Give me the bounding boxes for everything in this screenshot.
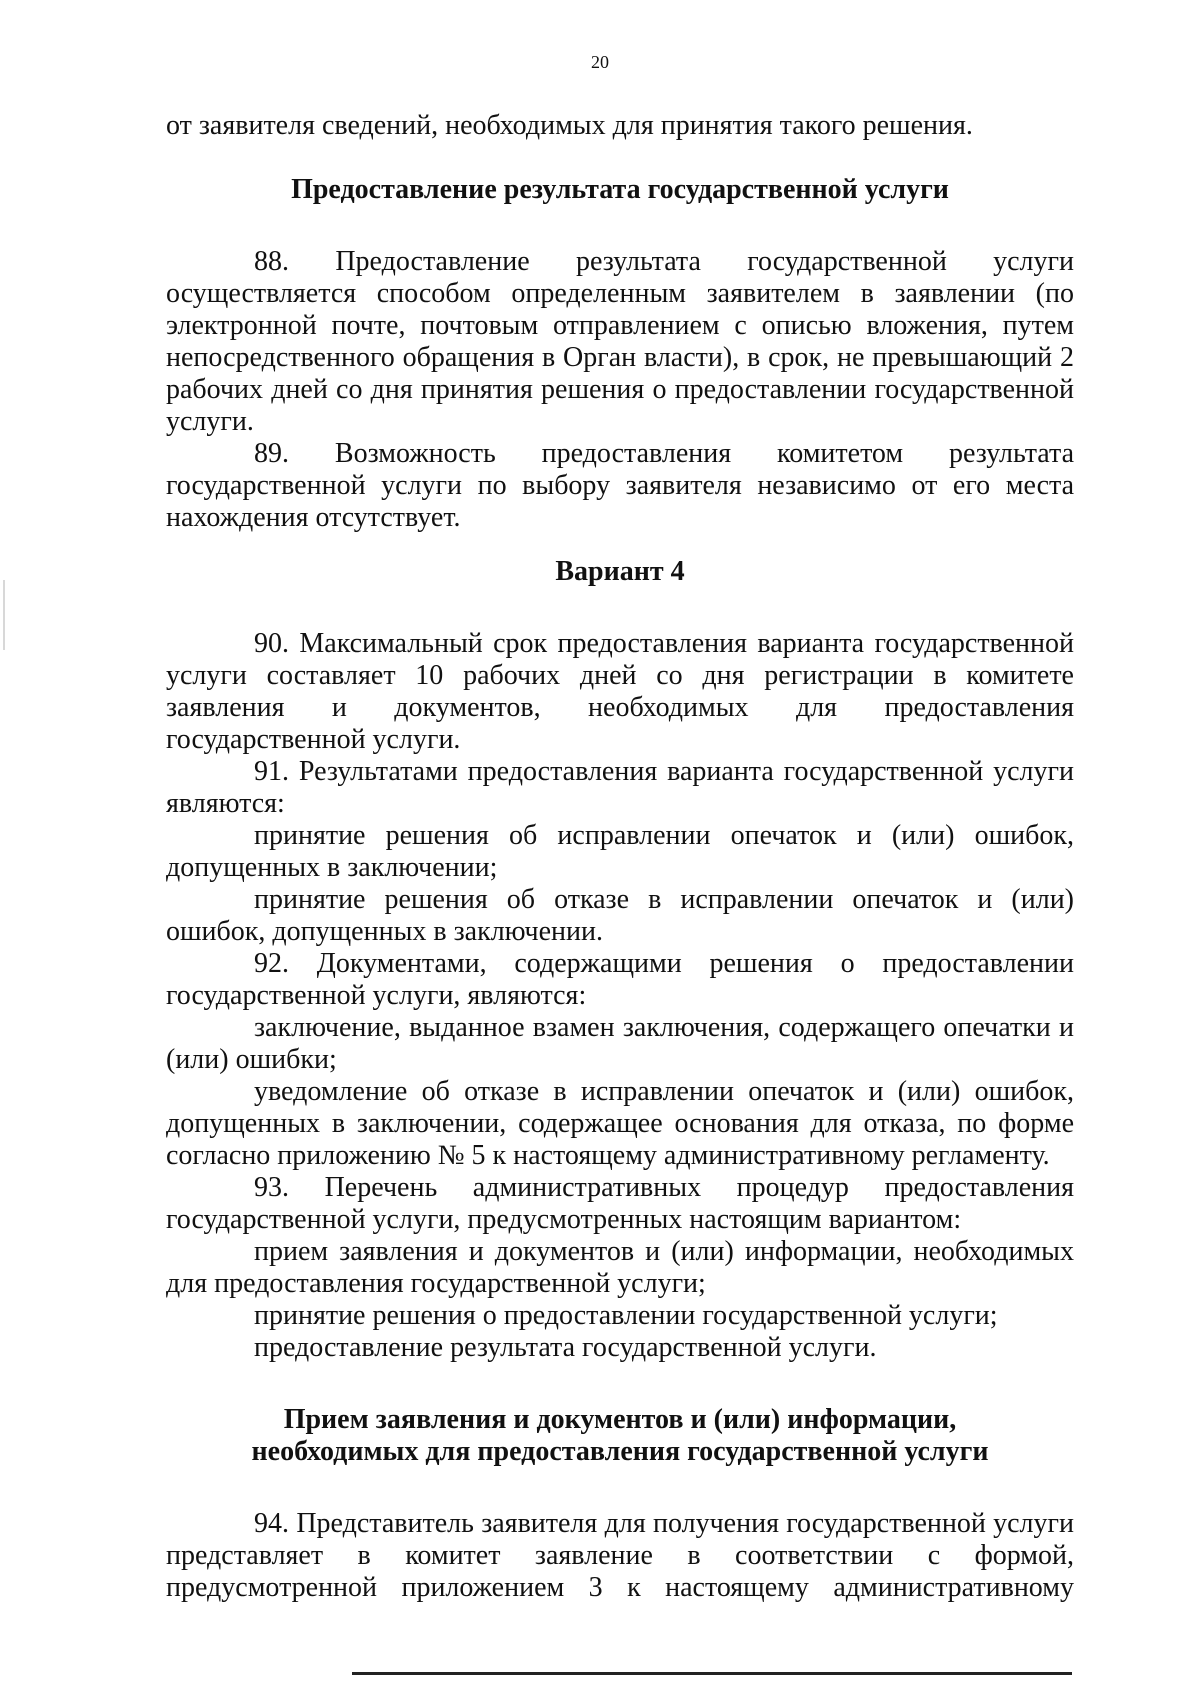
scan-edge-mark	[3, 580, 5, 650]
heading-variant-4: Вариант 4	[555, 556, 685, 587]
page-number: 20	[591, 52, 609, 72]
paragraph-91-item-2: принятие решения об отказе в исправлении опечаток и (или) ошибок, допущенных в заключении.	[166, 884, 1074, 947]
paragraph-89: 89. Возможность предоставления комитетом результата государственной услуги по выбору заявителя независимо от его места нахождения отсутствует.	[166, 438, 1074, 533]
paragraph-92-item-2: уведомление об отказе в исправлении опечаток и (или) ошибок, допущенных в заключении, содержащее основания для отказа, по форме согласно приложению № 5 к настоящему административному регламенту.	[166, 1076, 1074, 1171]
paragraph-93-item-1: прием заявления и документов и (или) информации, необходимых для предоставления государственной услуги;	[166, 1236, 1074, 1299]
paragraph-88: 88. Предоставление результата государственной услуги осуществляется способом определенным заявителем в заявлении (по электронной почте, почтовым отправлением с описью вложения, путем непосредственного обращения в Орган власти), в срок, не превышающий 2 рабочих дней со дня принятия решения о предоставлении государственной услуги.	[166, 246, 1074, 437]
heading-result: Предоставление результата государственной услуги	[291, 174, 949, 205]
paragraph-93: 93. Перечень административных процедур предоставления государственной услуги, предусмотренных настоящим вариантом:	[166, 1172, 1074, 1235]
paragraph-93-item-3: предоставление результата государственной услуги.	[254, 1332, 877, 1363]
paragraph-93-item-2: принятие решения о предоставлении государственной услуги;	[254, 1300, 998, 1331]
paragraph-90: 90. Максимальный срок предоставления варианта государственной услуги составляет 10 рабочих дней со дня регистрации в комитете заявления и документов, необходимых для предоставления государственной услуги.	[166, 628, 1074, 755]
paragraph-91: 91. Результатами предоставления варианта государственной услуги являются:	[166, 756, 1074, 819]
paragraph-91-item-1: принятие решения об исправлении опечаток и (или) ошибок, допущенных в заключении;	[166, 820, 1074, 883]
paragraph-92-item-1: заключение, выданное взамен заключения, содержащего опечатки и (или) ошибки;	[166, 1012, 1074, 1075]
paragraph-intro: от заявителя сведений, необходимых для принятия такого решения.	[166, 110, 973, 141]
paragraph-94: 94. Представитель заявителя для получения государственной услуги представляет в комитет заявление в соответствии с формой, предусмотренной приложением 3 к настоящему административному	[166, 1508, 1074, 1603]
heading-reception-line-1: Прием заявления и документов и (или) информации,	[283, 1404, 957, 1435]
bottom-scan-line	[352, 1672, 1072, 1675]
paragraph-92: 92. Документами, содержащими решения о предоставлении государственной услуги, являются:	[166, 948, 1074, 1011]
heading-reception-line-2: необходимых для предоставления государственной услуги	[251, 1436, 989, 1467]
document-body	[166, 110, 1074, 1604]
